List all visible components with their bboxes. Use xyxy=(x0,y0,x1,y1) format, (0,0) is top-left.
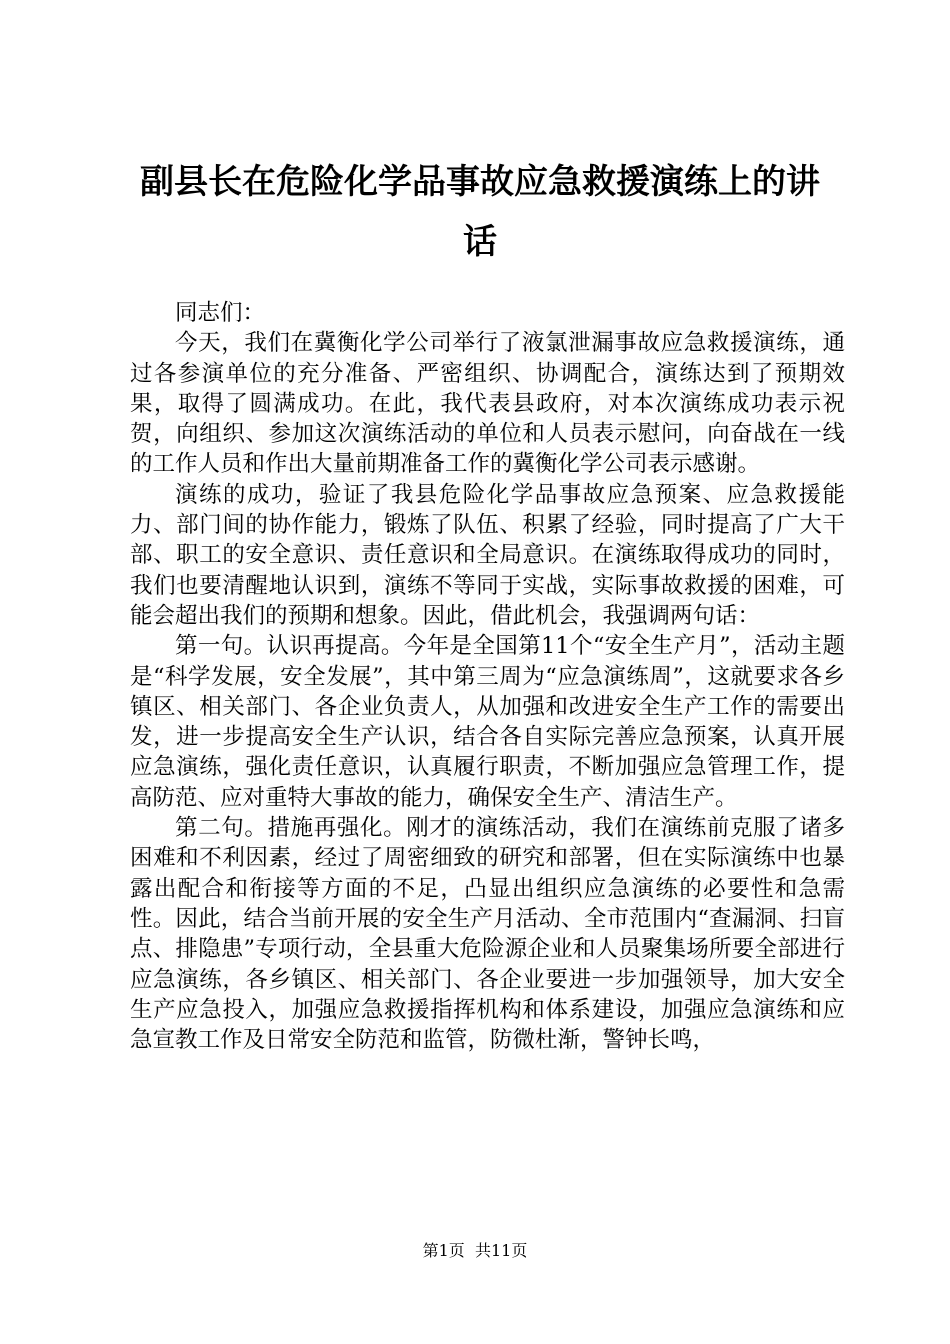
salutation: 同志们： xyxy=(175,300,266,326)
page-number: 第1页 xyxy=(422,1241,465,1260)
page-footer xyxy=(0,1241,950,1261)
paragraph: 第一句。认识再提高。今年是全国第11个“安全生产月”，活动主题是“科学发展，安全发展”，其中第三周为“应急演练周”，这就要求各乡镇区、相关部门、各企业负责人，从加强和改进安全生产工作的需要出发，进一步提高安全生产认识，结合各自实际完善应急预案，认真开展应急演练，强化责任意识，认真履行职责，不断加强应急管理工作，提高防范、应对重特大事故的能力，确保安全生产、清洁生产。 xyxy=(130,633,845,811)
document-body xyxy=(130,298,845,1055)
document-title-line-2: 话 xyxy=(463,222,497,262)
paragraph: 第二句。措施再强化。刚才的演练活动，我们在演练前克服了诸多困难和不利因素，经过了周密细致的研究和部署，但在实际演练中也暴露出配合和衔接等方面的不足，凸显出组织应急演练的必要性和急需性。因此，结合当前开展的安全生产月活动、全市范围内“查漏洞、扫盲点、排隐患”专项行动，全县重大危险源企业和人员聚集场所要全部进行应急演练，各乡镇区、相关部门、各企业要进一步加强领导，加大安全生产应急投入，加强应急救援指挥机构和体系建设，加强应急演练和应急宣教工作及日常安全防范和监管，防微杜渐，警钟长鸣， xyxy=(130,815,845,1054)
document-title-line-1: 副县长在危险化学品事故应急救援演练上的讲 xyxy=(140,162,820,202)
paragraph: 今天，我们在冀衡化学公司举行了液氯泄漏事故应急救援演练，通过各参演单位的充分准备、严密组织、协调配合，演练达到了预期效果，取得了圆满成功。在此，我代表县政府，对本次演练成功表示祝贺，向组织、参加这次演练活动的单位和人员表示慰问，向奋战在一线的工作人员和作出大量前期准备工作的冀衡化学公司表示感谢。 xyxy=(130,330,845,478)
paragraph: 演练的成功，验证了我县危险化学品事故应急预案、应急救援能力、部门间的协作能力，锻炼了队伍、积累了经验，同时提高了广大干部、职工的安全意识、责任意识和全局意识。在演练取得成功的同时，我们也要清醒地认识到，演练不等同于实战，实际事故救援的困难，可能会超出我们的预期和想象。因此，借此机会，我强调两句话： xyxy=(130,481,845,629)
page-total: 共11页 xyxy=(474,1241,528,1260)
